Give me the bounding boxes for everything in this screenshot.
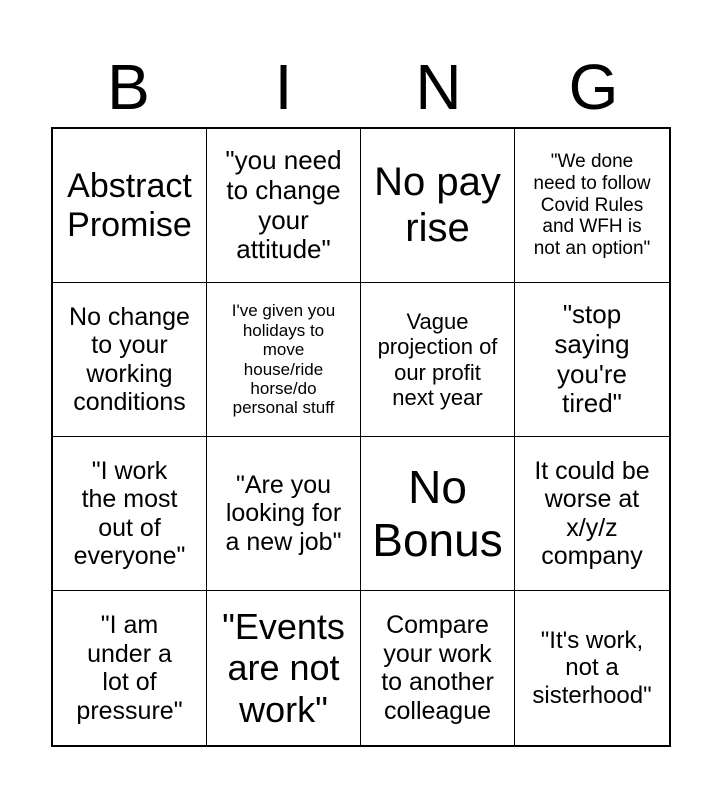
bingo-cell[interactable] bbox=[207, 437, 361, 591]
cell-text: No change to your working conditions bbox=[69, 302, 190, 416]
bingo-cell[interactable] bbox=[361, 129, 515, 283]
cell-text: "you need to change your attitude" bbox=[225, 145, 342, 265]
cell-text: Vague projection of our profit next year bbox=[377, 309, 498, 410]
cell-text: It could be worse at x/y/z company bbox=[534, 456, 650, 570]
header-letter-b: B bbox=[107, 51, 150, 123]
header-letter-g: G bbox=[568, 51, 619, 123]
bingo-cell[interactable] bbox=[515, 283, 669, 437]
cell-text: No pay rise bbox=[374, 159, 501, 250]
bingo-cell[interactable] bbox=[207, 591, 361, 745]
header-letter-n: N bbox=[415, 51, 462, 123]
cell-text: No Bonus bbox=[372, 461, 503, 566]
bingo-cell[interactable] bbox=[53, 591, 207, 745]
bingo-cell[interactable] bbox=[361, 283, 515, 437]
bingo-cell[interactable] bbox=[207, 129, 361, 283]
bingo-header bbox=[51, 52, 671, 122]
header-letter-i: I bbox=[274, 51, 293, 123]
bingo-cell[interactable] bbox=[53, 129, 207, 283]
bingo-cell[interactable] bbox=[515, 437, 669, 591]
bingo-cell[interactable] bbox=[53, 283, 207, 437]
bingo-cell[interactable] bbox=[515, 591, 669, 745]
bingo-cell[interactable] bbox=[361, 437, 515, 591]
cell-text: "I work the most out of everyone" bbox=[73, 456, 186, 570]
cell-text: "We done need to follow Covid Rules and WFH is not an option" bbox=[533, 151, 651, 259]
bingo-cell[interactable] bbox=[207, 283, 361, 437]
cell-text: "It's work, not a sisterhood" bbox=[532, 626, 652, 709]
cell-text: "stop saying you're tired" bbox=[554, 299, 630, 419]
bingo-cell[interactable] bbox=[361, 591, 515, 745]
cell-text: "I am under a lot of pressure" bbox=[76, 611, 183, 725]
bingo-cell[interactable] bbox=[53, 437, 207, 591]
cell-text: "Are you looking for a new job" bbox=[225, 470, 342, 556]
bingo-board bbox=[51, 127, 671, 747]
bingo-cell[interactable] bbox=[515, 129, 669, 283]
cell-text: I've given you holidays to move house/ride horse/do personal stuff bbox=[231, 301, 336, 418]
cell-text: Abstract Promise bbox=[67, 166, 192, 244]
cell-text: Compare your work to another colleague bbox=[381, 611, 494, 725]
cell-text: "Events are not work" bbox=[222, 606, 345, 730]
